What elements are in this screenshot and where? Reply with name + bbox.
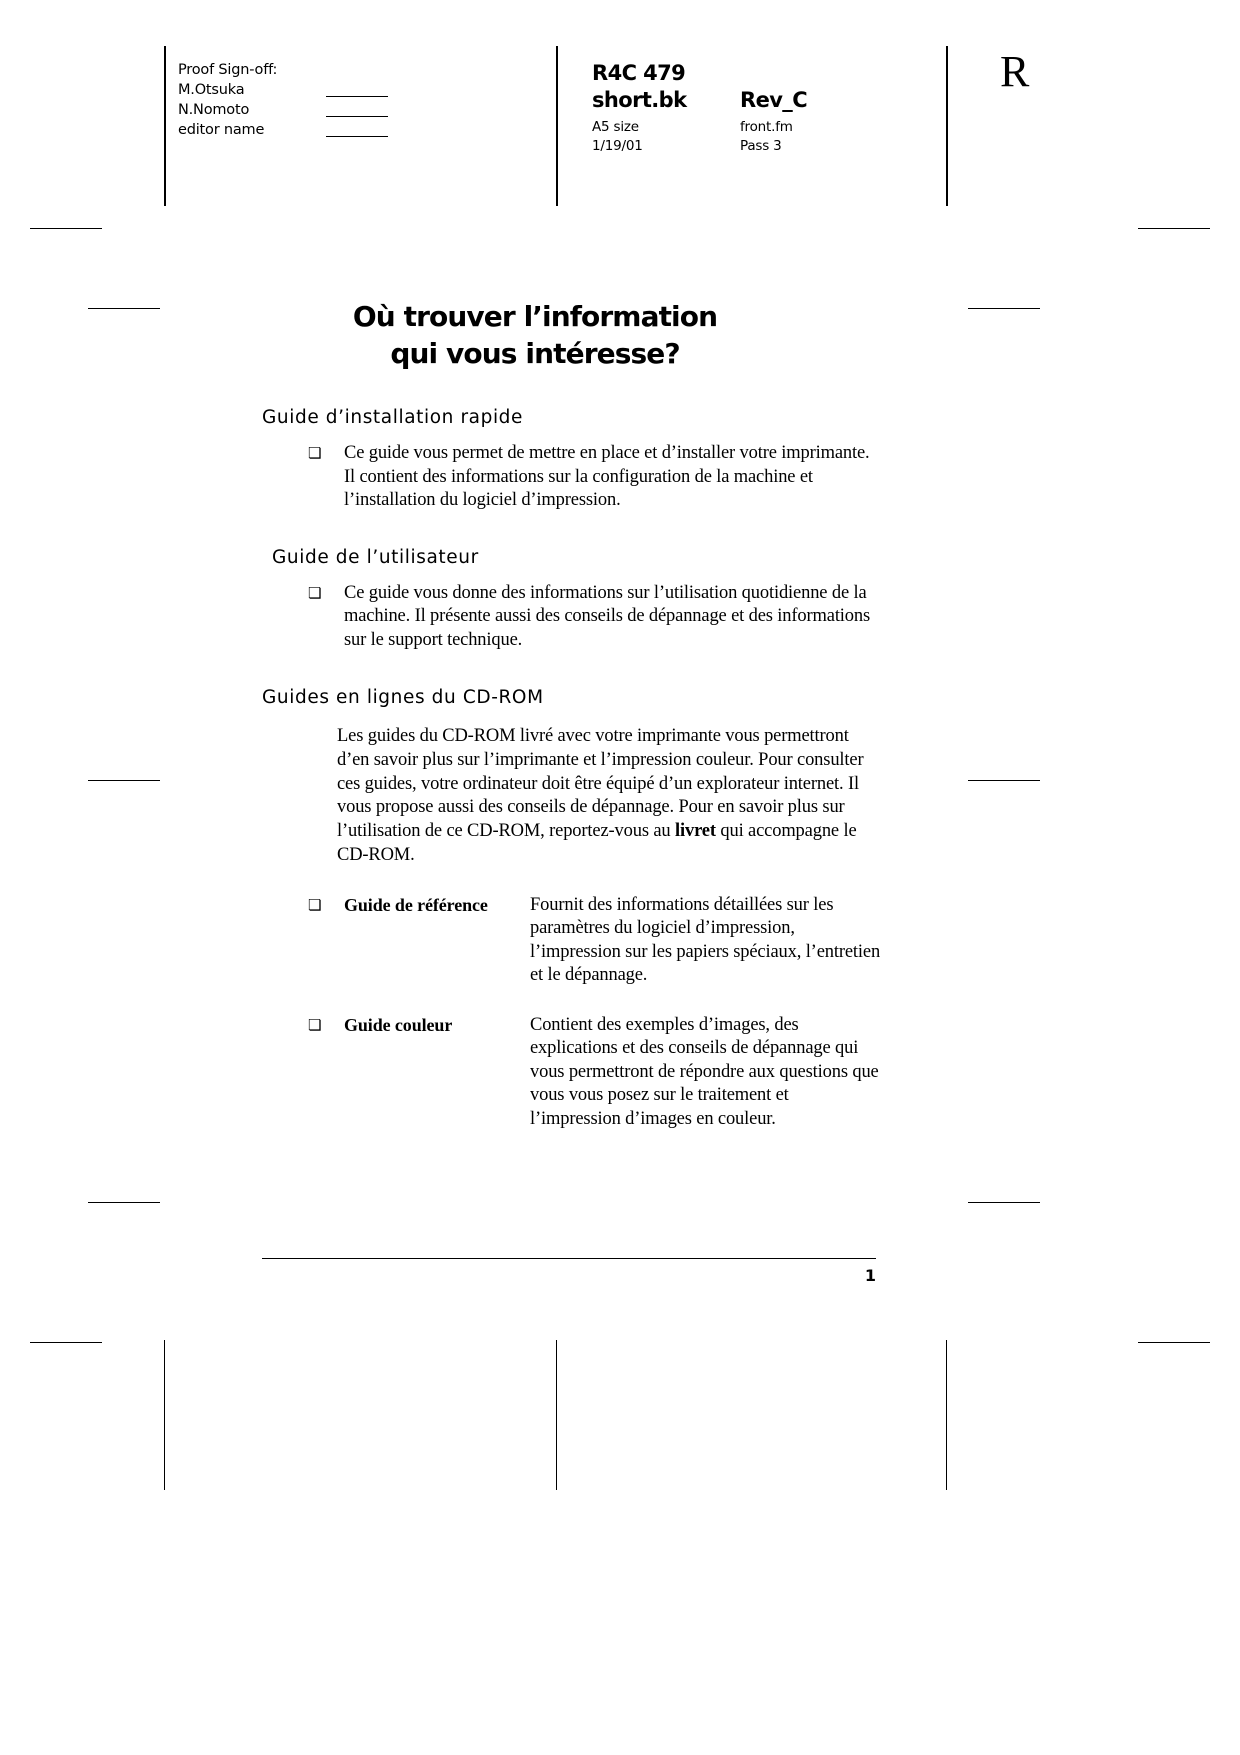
- signoff-title-row: [178, 60, 408, 80]
- signoff-row-nomoto: [178, 100, 408, 120]
- doc-pass: Pass 3: [740, 138, 782, 154]
- bullet-square-icon: ❏: [308, 444, 322, 462]
- header-divider-right: [946, 46, 948, 206]
- definition-item-guide-reference: [308, 894, 883, 988]
- bullet-square-icon: ❏: [308, 895, 322, 914]
- section-heading: Guides en lignes du CD-ROM: [262, 687, 544, 708]
- signoff-name-editor: editor name: [178, 122, 265, 138]
- section-guide-installation: [0, 405, 1240, 513]
- definition-description: Fournit des informations détaillées sur les paramètres du logiciel d’impression, l’impression sur les papiers spéciaux, l’entretien et le dépannage.: [530, 894, 881, 986]
- crop-mark-bottom-left: [30, 1342, 102, 1343]
- signoff-line-editor[interactable]: [326, 136, 388, 137]
- signoff-row-otsuka: [178, 80, 408, 100]
- proof-signoff-block: [178, 60, 408, 140]
- cdrom-paragraph-bold: livret: [675, 821, 716, 842]
- signoff-name-nomoto: N.Nomoto: [178, 102, 250, 118]
- signoff-line-nomoto[interactable]: [326, 116, 388, 117]
- crop-mark-bottom-vertical-center: [556, 1340, 557, 1490]
- definition-item-guide-couleur: [308, 1014, 883, 1132]
- crop-mark-bottom-vertical-right: [946, 1340, 947, 1490]
- signoff-line-otsuka[interactable]: [326, 96, 388, 97]
- cdrom-paragraph-after: qui accompagne le CD-ROM.: [337, 821, 857, 865]
- crop-mark-bottom-vertical-left: [164, 1340, 165, 1490]
- crop-mark-lower-left: [88, 1202, 160, 1203]
- bullet-square-icon: ❏: [308, 583, 322, 602]
- header-divider-left: [164, 46, 166, 206]
- doc-date: 1/19/01: [592, 138, 643, 154]
- page-number: 1: [864, 1266, 876, 1285]
- page-title: [170, 298, 900, 372]
- definition-term: Guide couleur: [344, 1014, 453, 1035]
- document-content: [0, 405, 1240, 1131]
- doc-code-line-1: [592, 60, 807, 87]
- doc-revision: Rev_C: [740, 88, 808, 112]
- crop-mark-lower-right: [968, 1202, 1040, 1203]
- footer-divider: [262, 1258, 876, 1259]
- definition-term: Guide de référence: [344, 894, 488, 915]
- crop-mark-upper-left: [88, 308, 160, 309]
- signoff-row-editor: [178, 120, 408, 140]
- bullet-item: [308, 582, 878, 653]
- brand-mark-r: R: [1000, 47, 1030, 96]
- bullet-text: Ce guide vous donne des informations sur l’utilisation quotidienne de la machine. Il présente aussi des conseils de dépannage et des informations sur le support technique.: [344, 582, 871, 650]
- cdrom-paragraph-before: Les guides du CD-ROM livré avec votre imprimante vous permettront d’en savoir plus sur l’imprimante et l’impression couleur. Pour consulter ces guides, votre ordinateur doit être équipé d’un explorateur internet. Il vous propose aussi des conseils de dépannage. Pour en savoir plus sur l’utilisation de ce CD-ROM, reportez-vous au: [337, 726, 864, 842]
- signoff-title: Proof Sign-off:: [178, 62, 278, 78]
- section-heading: Guide d’installation rapide: [262, 407, 524, 428]
- crop-mark-top-left: [30, 228, 102, 229]
- doc-paper-size: A5 size: [592, 119, 639, 135]
- crop-mark-upper-right: [968, 308, 1040, 309]
- document-code-block: [592, 60, 807, 156]
- doc-meta-line-2: [592, 137, 807, 156]
- doc-meta-line-1: [592, 118, 807, 137]
- cdrom-paragraph: [337, 725, 882, 868]
- crop-mark-bottom-right: [1138, 1342, 1210, 1343]
- doc-code: R4C 479: [592, 61, 686, 85]
- doc-file-name: front.fm: [740, 119, 793, 135]
- header-divider-center: [556, 46, 558, 206]
- definition-description: Contient des exemples d’images, des explications et des conseils de dépannage qui vous permettront de répondre aux questions que vous vous posez sur le traitement et l’impression d’images en couleur.: [530, 1014, 879, 1129]
- page-title-line-1: Où trouver l’information: [352, 300, 718, 333]
- doc-code-line-2: [592, 87, 807, 114]
- section-guides-cdrom: [0, 685, 1240, 1131]
- crop-mark-top-right: [1138, 228, 1210, 229]
- section-guide-utilisateur: [0, 545, 1240, 653]
- bullet-square-icon: ❏: [308, 1015, 322, 1034]
- section-heading: Guide de l’utilisateur: [272, 546, 479, 568]
- bullet-item: [308, 442, 878, 513]
- doc-book-name: short.bk: [592, 88, 687, 112]
- signoff-name-otsuka: M.Otsuka: [178, 82, 245, 98]
- bullet-text: Ce guide vous permet de mettre en place et d’installer votre imprimante. Il contient des informations sur la configuration de la machine et l’installation du logiciel d’impression.: [344, 443, 870, 510]
- page-title-line-2: qui vous intéresse?: [390, 337, 680, 370]
